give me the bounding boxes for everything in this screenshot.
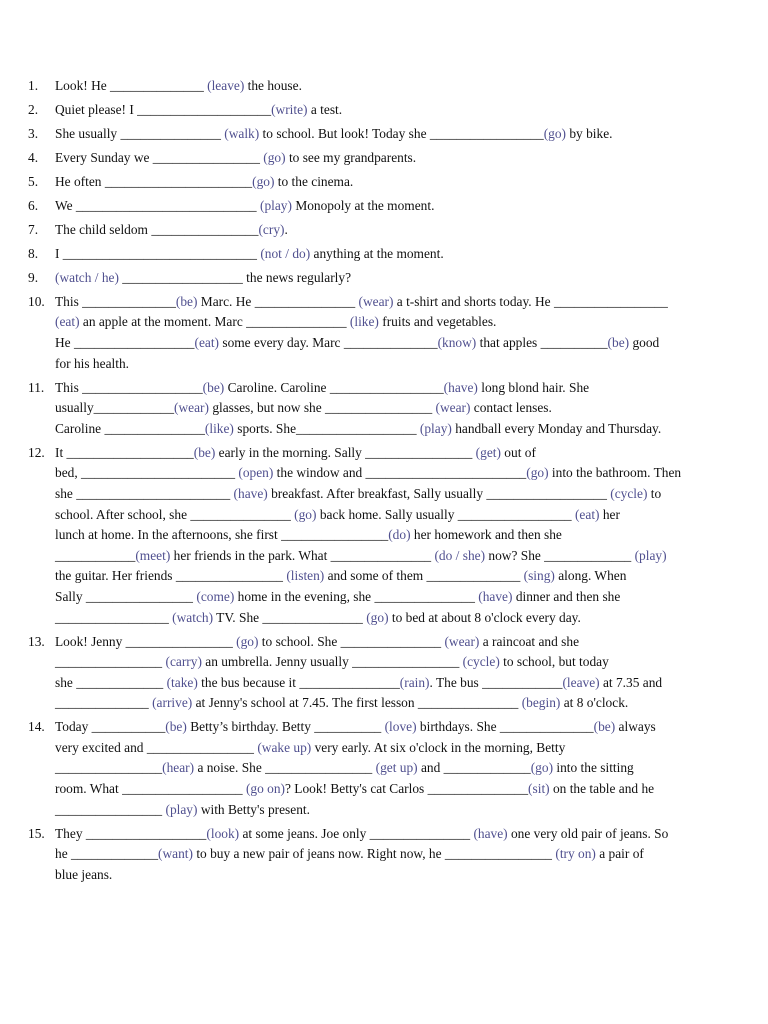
sentence-text: on the table and he xyxy=(549,781,655,797)
sentence-text: that apples __________ xyxy=(476,335,608,351)
exercise-item xyxy=(0,76,768,97)
sentence-text: Every Sunday we ________________ xyxy=(55,149,264,165)
exercise-line xyxy=(55,292,755,313)
sentence-text: Today ___________ xyxy=(55,719,166,735)
exercise-line xyxy=(55,172,755,193)
exercise-line xyxy=(55,779,755,800)
sentence-text: always xyxy=(615,719,656,735)
exercise-line xyxy=(55,546,755,567)
exercise-line xyxy=(55,484,755,505)
sentence-text: . The bus ____________ xyxy=(429,674,563,690)
sentence-text: an apple at the moment. Marc _______________ xyxy=(79,314,350,330)
sentence-text: usually____________ xyxy=(55,400,175,416)
sentence-text: the guitar. Her friends ________________ xyxy=(55,568,287,584)
sentence-text: with Betty's present. xyxy=(197,801,310,817)
exercise-line xyxy=(55,693,755,714)
item-number: 2. xyxy=(28,101,39,117)
verb-hint: (listen) xyxy=(286,568,325,584)
item-number: 7. xyxy=(28,221,39,237)
verb-hint: (wear) xyxy=(358,293,394,309)
exercise-line xyxy=(55,76,755,97)
exercise-item xyxy=(0,824,768,886)
exercise-line xyxy=(55,398,755,419)
verb-hint: (be) xyxy=(593,719,616,735)
item-number: 1. xyxy=(28,78,39,93)
exercise-item xyxy=(0,378,768,440)
exercise-item xyxy=(0,443,768,628)
verb-hint: (go) xyxy=(236,633,259,649)
exercise-line xyxy=(55,758,755,779)
sentence-text: breakfast. After breakfast, Sally usually __________________ xyxy=(267,485,611,501)
verb-hint: (do) xyxy=(388,527,411,543)
sentence-text: lunch at home. In the afternoons, she first ________________ xyxy=(55,527,389,543)
exercise-line xyxy=(55,196,755,217)
verb-hint: (look) xyxy=(206,825,240,841)
verb-hint: (walk) xyxy=(224,125,260,141)
exercise-item xyxy=(0,124,768,145)
sentence-text: her homework and then she xyxy=(410,527,562,543)
exercise-item xyxy=(0,220,768,241)
sentence-text: Look! Jenny ________________ xyxy=(55,633,237,649)
sentence-text: back home. Sally usually _________________ xyxy=(316,506,575,522)
sentence-text: a raincoat and she xyxy=(479,633,580,649)
exercise-line xyxy=(55,124,755,145)
sentence-text: blue jeans. xyxy=(55,866,113,882)
verb-hint: (have) xyxy=(478,588,513,604)
sentence-text: to school, but today xyxy=(499,654,609,670)
verb-hint: (go) xyxy=(530,760,554,776)
exercise-list xyxy=(0,76,768,889)
sentence-text: very excited and ________________ xyxy=(55,739,258,755)
verb-hint: (be) xyxy=(193,444,216,460)
sentence-text: anything at the moment. xyxy=(310,245,444,261)
exercise-item xyxy=(0,268,768,289)
verb-hint: (go) xyxy=(294,506,317,522)
sentence-text: she _______________________ xyxy=(55,485,234,501)
sentence-text: a test. xyxy=(307,101,343,117)
verb-hint: (play) xyxy=(419,420,452,436)
sentence-text: Sally ________________ xyxy=(55,588,197,604)
verb-hint: (have) xyxy=(443,379,478,395)
exercise-line xyxy=(55,738,755,759)
verb-hint: (cycle) xyxy=(462,654,500,670)
sentence-text: she _____________ xyxy=(55,674,167,690)
sentence-text: into the sitting xyxy=(553,760,634,776)
sentence-text: out of xyxy=(500,444,536,460)
exercise-item xyxy=(0,172,768,193)
sentence-text: Betty’s birthday. Betty __________ xyxy=(186,719,385,735)
item-number: 5. xyxy=(28,173,39,189)
verb-hint: (love) xyxy=(384,719,417,735)
sentence-text: he _____________ xyxy=(55,846,159,862)
exercise-line xyxy=(55,220,755,241)
sentence-text: into the bathroom. Then xyxy=(548,465,682,481)
item-number: 11. xyxy=(28,379,45,395)
verb-hint: (go) xyxy=(263,149,286,165)
verb-hint: (get) xyxy=(475,444,501,460)
verb-hint: (sing) xyxy=(523,568,555,584)
verb-hint: (meet) xyxy=(135,547,171,563)
sentence-text: This ______________ xyxy=(55,293,176,309)
item-number: 4. xyxy=(28,149,39,165)
sentence-text: and _____________ xyxy=(417,760,531,776)
exercise-line xyxy=(55,525,755,546)
verb-hint: (wear) xyxy=(435,400,471,416)
sentence-text: to see my grandparents. xyxy=(285,149,417,165)
sentence-text: home in the evening, she _______________ xyxy=(234,588,479,604)
verb-hint: (go) xyxy=(366,609,389,625)
sentence-text: long blond hair. She xyxy=(477,379,590,395)
sentence-text: dinner and then she xyxy=(512,588,621,604)
sentence-text: They __________________ xyxy=(55,825,207,841)
sentence-text: at 8 o'clock. xyxy=(560,695,629,711)
sentence-text: her friends in the park. What _______________ xyxy=(170,547,435,563)
verb-hint: (come) xyxy=(196,588,235,604)
verb-hint: (be) xyxy=(175,293,198,309)
verb-hint: (do / she) xyxy=(434,547,486,563)
exercise-line xyxy=(55,844,755,865)
sentence-text: very early. At six o'clock in the morning, Betty xyxy=(311,739,566,755)
verb-hint: (write) xyxy=(271,101,308,117)
exercise-item xyxy=(0,292,768,374)
sentence-text: I _____________________________ xyxy=(55,245,261,261)
exercise-item xyxy=(0,632,768,714)
verb-hint: (watch) xyxy=(172,609,214,625)
verb-hint: (sit) xyxy=(528,781,550,797)
sentence-text: ________________ xyxy=(55,801,166,817)
verb-hint: (be) xyxy=(202,379,225,395)
exercise-line xyxy=(55,673,755,694)
sentence-text: He often ______________________ xyxy=(55,173,253,189)
verb-hint: (watch / he) xyxy=(55,269,119,285)
sentence-text: handball every Monday and Thursday. xyxy=(451,420,662,436)
item-number: 9. xyxy=(28,269,39,285)
sentence-text: some every day. Marc ______________ xyxy=(219,335,438,351)
item-number: 13. xyxy=(28,633,45,649)
exercise-line xyxy=(55,100,755,121)
sentence-text: to bed at about 8 o'clock every day. xyxy=(388,609,581,625)
sentence-text: her xyxy=(599,506,620,522)
sentence-text: contact lenses. xyxy=(470,400,552,416)
sentence-text: glasses, but now she ________________ xyxy=(208,400,436,416)
sentence-text: ______________ xyxy=(55,695,153,711)
verb-hint: (not / do) xyxy=(260,245,311,261)
verb-hint: (play) xyxy=(259,197,292,213)
verb-hint: (be) xyxy=(607,335,630,351)
sentence-text: now? She _____________ xyxy=(485,547,635,563)
verb-hint: (know) xyxy=(437,335,477,351)
verb-hint: (have) xyxy=(473,825,508,841)
sentence-text: __________________ the news regularly? xyxy=(118,269,352,285)
verb-hint: (eat) xyxy=(574,506,600,522)
sentence-text: to the cinema. xyxy=(274,173,354,189)
sentence-text: to buy a new pair of jeans now. Right now, he ________________ xyxy=(192,846,556,862)
sentence-text: The child seldom ________________ xyxy=(55,221,259,237)
exercise-line xyxy=(55,333,755,354)
exercise-line xyxy=(55,566,755,587)
verb-hint: (go) xyxy=(252,173,275,189)
verb-hint: (play) xyxy=(634,547,667,563)
exercise-line xyxy=(55,378,755,399)
sentence-text: to school. But look! Today she _________________ xyxy=(259,125,544,141)
sentence-text: Caroline. Caroline _________________ xyxy=(224,379,444,395)
sentence-text: Quiet please! I ____________________ xyxy=(55,101,272,117)
exercise-line xyxy=(55,505,755,526)
sentence-text: ________________ xyxy=(55,654,166,670)
sentence-text: This __________________ xyxy=(55,379,203,395)
exercise-line xyxy=(55,443,755,464)
sentence-text: at some jeans. Joe only _______________ xyxy=(239,825,474,841)
sentence-text: Caroline _______________ xyxy=(55,420,205,436)
exercise-line xyxy=(55,312,755,333)
sentence-text: sports. She__________________ xyxy=(233,420,420,436)
item-number: 10. xyxy=(28,293,45,309)
exercise-line xyxy=(55,800,755,821)
exercise-line xyxy=(55,148,755,169)
sentence-text: early in the morning. Sally ________________ xyxy=(215,444,476,460)
sentence-text: _________________ xyxy=(55,609,173,625)
exercise-item xyxy=(0,717,768,820)
sentence-text: . xyxy=(284,221,288,237)
sentence-text: a pair of xyxy=(595,846,644,862)
item-number: 12. xyxy=(28,444,45,460)
exercise-line xyxy=(55,608,755,629)
sentence-text: an umbrella. Jenny usually ________________ xyxy=(201,654,463,670)
item-number: 15. xyxy=(28,825,45,841)
sentence-text: TV. She _______________ xyxy=(213,609,367,625)
verb-hint: (begin) xyxy=(521,695,561,711)
item-number: 6. xyxy=(28,197,39,213)
sentence-text: room. What __________________ xyxy=(55,781,246,797)
exercise-item xyxy=(0,148,768,169)
verb-hint: (rain) xyxy=(399,674,430,690)
exercise-line xyxy=(55,419,755,440)
sentence-text: He __________________ xyxy=(55,335,195,351)
sentence-text: Look! He ______________ xyxy=(55,78,208,93)
sentence-text: the bus because it _______________ xyxy=(197,674,400,690)
sentence-text: ? Look! Betty's cat Carlos _______________ xyxy=(285,781,529,797)
sentence-text: at Jenny's school at 7.45. The first lesson _______________ xyxy=(192,695,522,711)
verb-hint: (arrive) xyxy=(152,695,193,711)
sentence-text: ________________ xyxy=(55,760,163,776)
verb-hint: (open) xyxy=(238,465,274,481)
sentence-text: by bike. xyxy=(566,125,613,141)
sentence-text: the window and ________________________ xyxy=(273,465,527,481)
sentence-text: at 7.35 and xyxy=(599,674,663,690)
verb-hint: (take) xyxy=(166,674,198,690)
verb-hint: (like) xyxy=(349,314,379,330)
verb-hint: (go) xyxy=(543,125,566,141)
sentence-text: Marc. He _______________ xyxy=(197,293,359,309)
sentence-text: bed, _______________________ xyxy=(55,465,239,481)
sentence-text: along. When xyxy=(554,568,627,584)
verb-hint: (eat) xyxy=(194,335,220,351)
sentence-text: Monopoly at the moment. xyxy=(291,197,435,213)
sentence-text: fruits and vegetables. xyxy=(378,314,497,330)
sentence-text: It ___________________ xyxy=(55,444,194,460)
sentence-text: She usually _______________ xyxy=(55,125,225,141)
exercise-line xyxy=(55,587,755,608)
exercise-line xyxy=(55,632,755,653)
verb-hint: (wear) xyxy=(174,400,209,416)
verb-hint: (cry) xyxy=(258,221,285,237)
exercise-line xyxy=(55,865,755,886)
sentence-text: to xyxy=(647,485,662,501)
sentence-text: the house. xyxy=(244,78,302,93)
verb-hint: (cycle) xyxy=(610,485,648,501)
item-number: 14. xyxy=(28,719,45,735)
sentence-text: a t-shirt and shorts today. He _________________ xyxy=(393,293,668,309)
verb-hint: (get up) xyxy=(375,760,418,776)
sentence-text: for his health. xyxy=(55,355,130,371)
exercise-line xyxy=(55,354,755,375)
exercise-line xyxy=(55,717,755,738)
sentence-text: ____________ xyxy=(55,547,136,563)
verb-hint: (try on) xyxy=(555,846,596,862)
verb-hint: (carry) xyxy=(165,654,202,670)
verb-hint: (want) xyxy=(158,846,193,862)
verb-hint: (go) xyxy=(526,465,549,481)
item-number: 8. xyxy=(28,245,39,261)
verb-hint: (have) xyxy=(233,485,268,501)
sentence-text: school. After school, she _______________ xyxy=(55,506,295,522)
verb-hint: (go on) xyxy=(245,781,285,797)
sentence-text: We ___________________________ xyxy=(55,197,260,213)
verb-hint: (wear) xyxy=(444,633,480,649)
verb-hint: (leave) xyxy=(562,674,600,690)
exercise-line xyxy=(55,244,755,265)
exercise-item xyxy=(0,196,768,217)
verb-hint: (be) xyxy=(165,719,187,735)
sentence-text: birthdays. She ______________ xyxy=(416,719,594,735)
exercise-item xyxy=(0,244,768,265)
exercise-item xyxy=(0,100,768,121)
verb-hint: (like) xyxy=(204,420,234,436)
verb-hint: (wake up) xyxy=(257,739,312,755)
sentence-text: good xyxy=(629,335,660,351)
verb-hint: (eat) xyxy=(55,314,80,330)
exercise-line xyxy=(55,824,755,845)
sentence-text: to school. She _______________ xyxy=(258,633,445,649)
sentence-text: one very old pair of jeans. So xyxy=(507,825,669,841)
exercise-line xyxy=(55,463,755,484)
verb-hint: (leave) xyxy=(207,78,245,93)
item-number: 3. xyxy=(28,125,39,141)
verb-hint: (play) xyxy=(165,801,198,817)
exercise-line xyxy=(55,652,755,673)
sentence-text: and some of them ______________ xyxy=(324,568,524,584)
exercise-line xyxy=(55,268,755,289)
verb-hint: (hear) xyxy=(162,760,195,776)
sentence-text: a noise. She ________________ xyxy=(194,760,376,776)
